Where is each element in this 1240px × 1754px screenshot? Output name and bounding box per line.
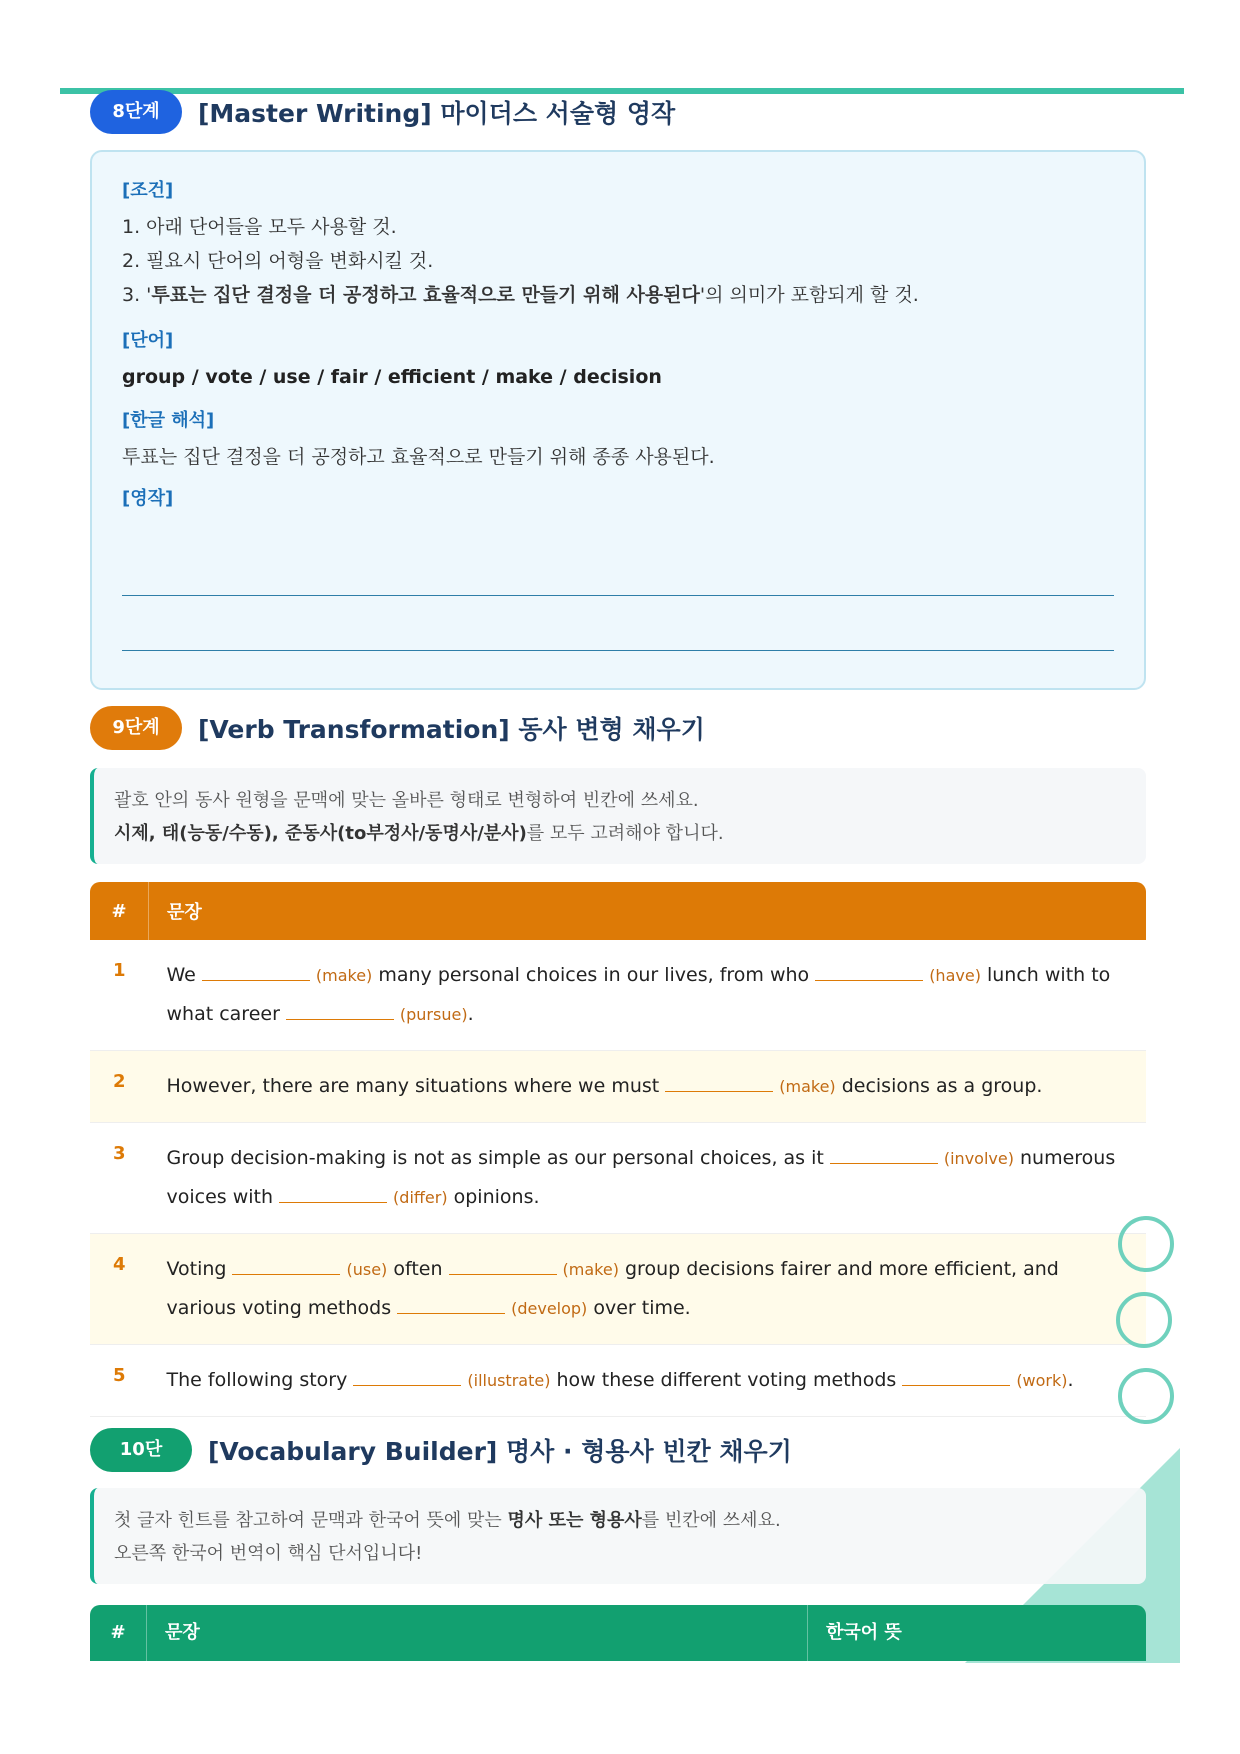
col-sentence-header: 문장 — [147, 1605, 808, 1661]
blank-field[interactable] — [397, 1291, 505, 1314]
condition-3-bold: 투표는 집단 결정을 더 공정하고 효율적으로 만들기 위해 사용된다 — [151, 284, 700, 306]
answer-line-2[interactable] — [122, 650, 1114, 651]
col-num-header: # — [90, 882, 149, 940]
blank-field[interactable] — [449, 1252, 557, 1275]
blank-field[interactable] — [202, 958, 310, 981]
section-title: [Master Writing] 마이더스 서술형 영작 — [198, 99, 676, 128]
instruction-line-1: 괄호 안의 동사 원형을 문맥에 맞는 올바른 형태로 변형하여 빈칸에 쓰세요. — [114, 790, 699, 811]
row-number: 4 — [90, 1234, 149, 1345]
section-title: [Vocabulary Builder] 명사 · 형용사 빈칸 채우기 — [208, 1437, 792, 1466]
writing-label: [영작] — [122, 488, 174, 509]
blank-field[interactable] — [353, 1363, 461, 1386]
section10-header — [90, 1428, 792, 1472]
condition-3: 3. '투표는 집단 결정을 더 공정하고 효율적으로 만들기 위해 사용된다'의 의미가 포함되게 할 것. — [122, 284, 919, 306]
korean-label: [한글 해석] — [122, 410, 215, 431]
row-number: 3 — [90, 1123, 149, 1234]
word-list: group / vote / use / fair / efficient / make / decision — [122, 366, 662, 388]
verb-hint: (work) — [1016, 1371, 1068, 1390]
col-meaning-header: 한국어 뜻 — [826, 1622, 902, 1643]
table-row — [90, 1123, 1146, 1234]
verb-hint: (make) — [562, 1260, 619, 1279]
blank-field[interactable] — [830, 1141, 938, 1164]
row-number: 1 — [90, 940, 149, 1051]
section9-instructions — [90, 768, 1146, 864]
row-sentence: Group decision-making is not as simple as our personal choices, as it (involve) numerous voices with (differ) opinions. — [149, 1123, 1147, 1234]
blank-field[interactable] — [286, 997, 394, 1020]
verb-hint: (illustrate) — [467, 1371, 551, 1390]
verb-hint: (use) — [346, 1260, 388, 1279]
section8-header — [90, 90, 675, 134]
col-num-header: # — [90, 1605, 147, 1661]
section10-instructions — [90, 1488, 1146, 1584]
korean-translation: 투표는 집단 결정을 더 공정하고 효율적으로 만들기 위해 종종 사용된다. — [122, 446, 715, 468]
table-row — [90, 940, 1146, 1051]
vocab-table-header — [90, 1605, 1146, 1661]
verb-hint: (involve) — [943, 1149, 1014, 1168]
condition-1: 1. 아래 단어들을 모두 사용할 것. — [122, 216, 397, 238]
verb-hint: (develop) — [511, 1299, 588, 1318]
step-badge: 10단 — [90, 1428, 192, 1472]
verb-hint: (have) — [929, 966, 981, 985]
blank-field[interactable] — [232, 1252, 340, 1275]
writing-task-box — [90, 150, 1146, 690]
table-row — [90, 1051, 1146, 1123]
row-sentence: We (make) many personal choices in our lives, from who (have) lunch with to what career (pursue). — [149, 940, 1147, 1051]
row-sentence: However, there are many situations where we must (make) decisions as a group. — [149, 1051, 1147, 1123]
blank-field[interactable] — [665, 1069, 773, 1092]
decor-circle — [1118, 1216, 1174, 1272]
row-sentence: Voting (use) often (make) group decisions fairer and more efficient, and various voting methods (develop) over time. — [149, 1234, 1147, 1345]
answer-line-1[interactable] — [122, 595, 1114, 596]
step-badge: 9단계 — [90, 706, 182, 750]
verb-hint: (differ) — [393, 1188, 448, 1207]
blank-field[interactable] — [815, 958, 923, 981]
instruction-line-2: 시제, 태(능동/수동), 준동사(to부정사/동명사/분사)를 모두 고려해야 합니다. — [114, 823, 724, 844]
instruction-line-2: 오른쪽 한국어 번역이 핵심 단서입니다! — [114, 1543, 423, 1564]
words-label: [단어] — [122, 330, 174, 351]
verb-hint: (pursue) — [399, 1005, 468, 1024]
section-title: [Verb Transformation] 동사 변형 채우기 — [198, 715, 705, 744]
verb-hint: (make) — [315, 966, 373, 985]
conditions-label: [조건] — [122, 180, 174, 201]
col-sentence-header: 문장 — [149, 882, 1147, 940]
verb-hint: (make) — [779, 1077, 836, 1096]
row-number: 5 — [90, 1345, 149, 1417]
decor-circle — [1116, 1292, 1172, 1348]
section9-header — [90, 706, 705, 750]
blank-field[interactable] — [279, 1180, 387, 1203]
row-number: 2 — [90, 1051, 149, 1123]
decor-circle — [1118, 1368, 1174, 1424]
table-row — [90, 1234, 1146, 1345]
table-row — [90, 1345, 1146, 1417]
instruction-line-1: 첫 글자 힌트를 참고하여 문맥과 한국어 뜻에 맞는 명사 또는 형용사를 빈칸에 쓰세요. — [114, 1510, 781, 1531]
blank-field[interactable] — [902, 1363, 1010, 1386]
row-sentence: The following story (illustrate) how these different voting methods (work). — [149, 1345, 1147, 1417]
step-badge: 8단계 — [90, 90, 182, 134]
condition-2: 2. 필요시 단어의 어형을 변화시킬 것. — [122, 250, 434, 272]
verb-table — [90, 882, 1146, 1417]
